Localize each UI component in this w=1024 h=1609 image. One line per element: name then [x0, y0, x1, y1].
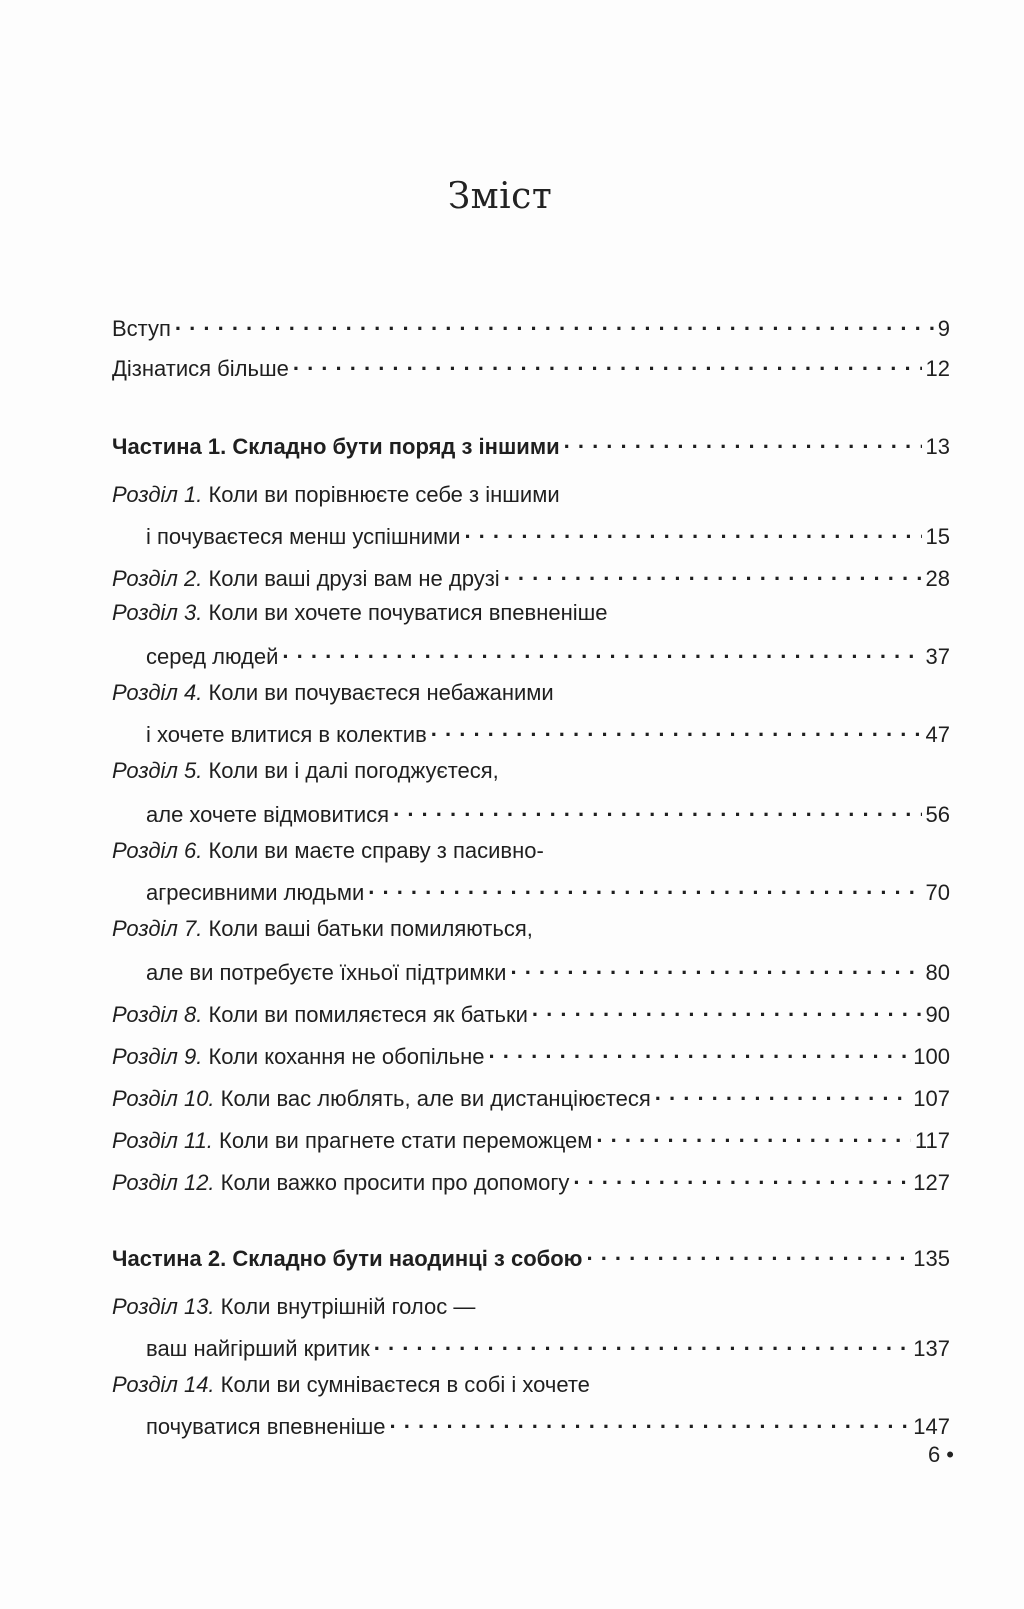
toc-chapter-5	[112, 758, 950, 784]
dot-leader	[510, 954, 921, 980]
chapter-label: Розділ 4.	[112, 680, 203, 705]
toc-chapter-12	[112, 1164, 950, 1195]
chapter-label: Розділ 13.	[112, 1294, 215, 1319]
toc-entry-title: Коли кохання не обопільне	[208, 1044, 485, 1069]
dot-leader	[596, 1122, 911, 1148]
toc-page-number: 9	[937, 316, 950, 341]
toc-chapter-13	[112, 1294, 950, 1320]
toc-page-number: 28	[925, 566, 950, 591]
toc-page-number: 80	[925, 960, 950, 985]
toc-chapter-1	[112, 482, 950, 508]
dot-leader	[586, 1240, 909, 1266]
toc-page-number: 100	[913, 1044, 950, 1069]
toc-page-number: 47	[925, 722, 950, 747]
toc-entry-title: Коли ви помиляєтеся як батьки	[208, 1002, 528, 1027]
dot-leader	[573, 1164, 909, 1190]
chapter-label: Розділ 6.	[112, 838, 203, 863]
toc-entry-title: Коли ви прагнете стати переможцем	[219, 1128, 593, 1153]
chapter-label: Розділ 14.	[112, 1372, 215, 1397]
toc-entry-title: Коли ви порівнюєте себе з іншими	[208, 482, 560, 507]
toc-entry-title: Вступ	[112, 316, 171, 341]
dot-leader	[504, 560, 922, 586]
toc-page-number: 37	[925, 644, 950, 669]
dot-leader	[655, 1080, 910, 1106]
toc-entry-title: Коли ви хочете почуватися впевненіше	[208, 600, 608, 625]
toc-entry-title: Коли внутрішній голос —	[220, 1294, 476, 1319]
page-title: Зміст	[447, 176, 553, 217]
toc-part-title: Частина 1. Складно бути поряд з іншими	[112, 434, 560, 459]
toc-part-1	[112, 428, 950, 459]
toc-entry-intro	[112, 310, 950, 341]
dot-leader	[431, 716, 922, 742]
dot-leader	[175, 310, 934, 336]
toc-part-2	[112, 1240, 950, 1271]
toc-entry-title: Дізнатися більше	[112, 356, 289, 381]
toc-page-number: 117	[914, 1128, 950, 1153]
toc-chapter-1-cont	[112, 518, 950, 549]
toc-chapter-10	[112, 1080, 950, 1111]
chapter-label: Розділ 5.	[112, 758, 203, 783]
toc-chapter-7	[112, 916, 950, 942]
toc-page-number: 127	[913, 1170, 950, 1195]
toc-entry-title-cont: і почуваєтеся менш успішними	[146, 524, 461, 549]
toc-entry-title-cont: ваш найгірший критик	[146, 1336, 370, 1361]
toc-chapter-13-cont	[112, 1330, 950, 1361]
page-number: 6 •	[927, 1442, 954, 1467]
dot-leader	[390, 1408, 910, 1434]
toc-page-number: 12	[925, 356, 950, 381]
toc-page-number: 70	[925, 880, 950, 905]
chapter-label: Розділ 8.	[112, 1002, 203, 1027]
toc-page-number: 15	[925, 524, 950, 549]
toc-page-number: 135	[913, 1246, 950, 1271]
toc-entry-title: Коли важко просити про допомогу	[220, 1170, 570, 1195]
toc-chapter-3-cont	[112, 638, 950, 669]
toc-chapter-9	[112, 1038, 950, 1069]
dot-leader	[293, 350, 922, 376]
chapter-label: Розділ 1.	[112, 482, 203, 507]
dot-leader	[393, 796, 921, 822]
dot-leader	[368, 874, 921, 900]
toc-part-title: Частина 2. Складно бути наодинці з собою	[112, 1246, 583, 1271]
toc-chapter-2	[112, 560, 950, 591]
toc-page-number: 107	[913, 1086, 950, 1111]
toc-page-number: 56	[925, 802, 950, 827]
toc-entry-title: Коли ваші батьки помиляються,	[208, 916, 533, 941]
toc-entry-title-cont: але ви потребуєте їхньої підтримки	[146, 960, 507, 985]
toc-chapter-6-cont	[112, 874, 950, 905]
toc-entry-title: Коли вас люблять, але ви дистанціюєтеся	[220, 1086, 651, 1111]
toc-chapter-14	[112, 1372, 950, 1398]
toc-page-number: 137	[913, 1336, 950, 1361]
toc-chapter-3	[112, 600, 950, 626]
toc-chapter-11	[112, 1122, 950, 1153]
toc-entry-title: Коли ви і далі погоджуєтеся,	[208, 758, 499, 783]
chapter-label: Розділ 12.	[112, 1170, 215, 1195]
toc-chapter-6	[112, 838, 950, 864]
dot-leader	[488, 1038, 909, 1064]
toc-entry-title: Коли ваші друзі вам не друзі	[208, 566, 500, 591]
toc-entry-title-cont: агресивними людьми	[146, 880, 365, 905]
toc-entry-learn-more	[112, 350, 950, 381]
toc-chapter-4	[112, 680, 950, 706]
toc-entry-title-cont: але хочете відмовитися	[146, 802, 390, 827]
dot-leader	[564, 428, 922, 454]
dot-leader	[464, 518, 921, 544]
chapter-label: Розділ 11.	[112, 1128, 213, 1153]
toc-page-number: 13	[925, 434, 950, 459]
toc-chapter-7-cont	[112, 954, 950, 985]
dot-leader	[282, 638, 921, 664]
chapter-label: Розділ 3.	[112, 600, 203, 625]
toc-chapter-4-cont	[112, 716, 950, 747]
dot-leader	[374, 1330, 910, 1356]
toc-entry-title-cont: і хочете влитися в колектив	[146, 722, 427, 747]
toc-entry-title: Коли ви сумніваєтеся в собі і хочете	[220, 1372, 590, 1397]
toc-page-number: 90	[925, 1002, 950, 1027]
toc-chapter-8	[112, 996, 950, 1027]
toc-chapter-5-cont	[112, 796, 950, 827]
toc-page-number: 147	[913, 1414, 950, 1439]
toc-entry-title-cont: почуватися впевненіше	[146, 1414, 386, 1439]
toc-entry-title: Коли ви маєте справу з пасивно-	[208, 838, 544, 863]
toc-chapter-14-cont	[112, 1408, 950, 1439]
chapter-label: Розділ 2.	[112, 566, 203, 591]
dot-leader	[532, 996, 922, 1022]
toc-entry-title-cont: серед людей	[146, 644, 279, 669]
chapter-label: Розділ 10.	[112, 1086, 215, 1111]
toc-entry-title: Коли ви почуваєтеся небажаними	[208, 680, 554, 705]
chapter-label: Розділ 7.	[112, 916, 203, 941]
chapter-label: Розділ 9.	[112, 1044, 203, 1069]
